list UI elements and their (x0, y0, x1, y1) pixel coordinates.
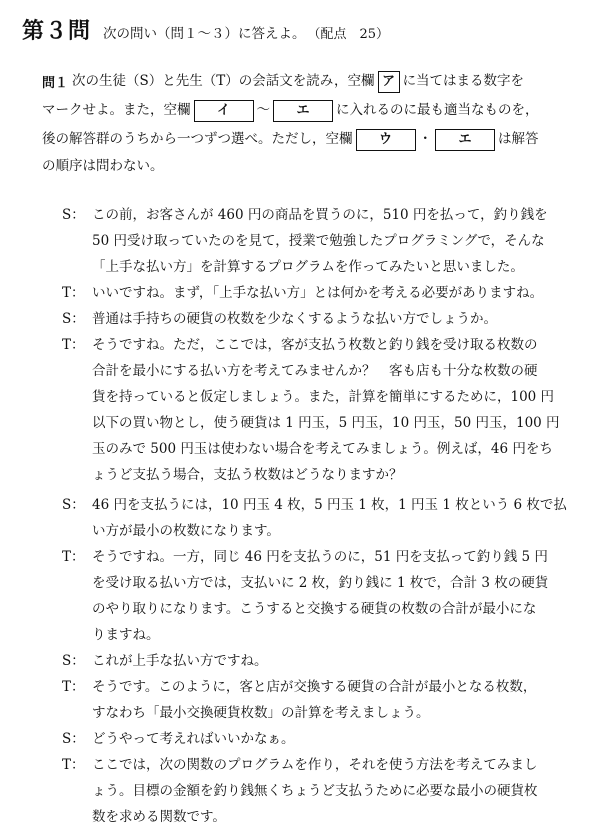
speaker-label: T： (62, 549, 85, 565)
dialogue-text: 貨を持っていると仮定しましょう。また，計算を簡単にするために，100 円 (92, 389, 555, 405)
dialogue-text: 46 円を支払うには，10 円玉 4 枚，5 円玉 1 枚，1 円玉 1 枚という 6 枚で払 (92, 497, 567, 513)
dialogue-text: 50 円受け取っていたのを見て，授業で勉強したプログラミングで，そんな (92, 233, 545, 249)
speaker-label: T： (62, 679, 85, 695)
question-line-1 (72, 69, 524, 93)
dialogue-text: ょうど支払う場合，支払う枚数はどうなりますか？ (92, 467, 403, 483)
dialogue-text: のやり取りになります。こうすると交換する硬貨の枚数の合計が最小にな (92, 601, 537, 617)
speaker-label: S： (62, 311, 85, 327)
section-title: 第３問 (22, 19, 92, 44)
section-header (22, 14, 389, 45)
dialogue-line (62, 648, 268, 674)
points-allocation: （配点 25） (307, 27, 390, 42)
dialogue-text: ここでは，次の関数のプログラムを作り，それを使う方法を考えてみまし (92, 757, 538, 773)
dialogue-text: そうですね。ただ，ここでは，客が支払う枚数と釣り銭を受け取る枚数の (92, 337, 538, 353)
dialogue-text: を受け取る払い方では，支払いに 2 枚，釣り銭に 1 枚で，合計 3 枚の硬貨 (92, 575, 549, 591)
blank-i: イ (194, 100, 254, 122)
dialogue-line (92, 358, 538, 384)
question-label: 問１ (42, 76, 69, 91)
blank-e: エ (273, 100, 333, 122)
question-text: マークせよ。また，空欄 (42, 102, 191, 118)
dialogue-text: いいですね。まず，「上手な払い方」とは何かを考える必要がありますね。 (92, 285, 544, 301)
dialogue-line (92, 228, 545, 254)
blank-a: ア (378, 71, 400, 93)
dialogue-line (92, 778, 538, 804)
dialogue-line (62, 752, 537, 778)
dialogue-text: 「上手な払い方」を計算するプログラムを作ってみたいと思いました。 (92, 259, 524, 275)
dialogue-line (92, 518, 280, 544)
dialogue-line (92, 462, 403, 488)
dialogue-line (62, 544, 548, 570)
speaker-label: S： (62, 497, 85, 513)
dialogue-line (62, 492, 567, 518)
dialogue-text: 普通は手持ちの硬貨の枚数を少なくするような払い方でしょうか。 (92, 311, 497, 327)
question-text: 後の解答群のうちから一つずつ選べ。ただし，空欄 (42, 131, 353, 147)
dialogue-text: い方が最小の枚数になります。 (92, 523, 280, 539)
dialogue-line (62, 202, 548, 228)
dialogue-line (62, 306, 497, 332)
question-text: に入れるのに最も適当なものを， (336, 102, 539, 118)
dialogue-text: ょう。目標の金額を釣り銭無くちょうど支払うために必要な最小の硬貨枚 (92, 783, 538, 799)
dialogue-text: 玉のみで 500 円玉は使わない場合を考えてみましょう。例えば，46 円をち (92, 441, 553, 457)
question-text: 次の生徒（S）と先生（T）の会話文を読み，空欄 (72, 73, 375, 89)
dialogue-line (62, 726, 295, 752)
speaker-label: S： (62, 653, 85, 669)
question-line-4 (42, 154, 164, 178)
dialogue-text: そうですね。一方，同じ 46 円を支払うのに，51 円を支払って釣り銭 5 円 (92, 549, 548, 565)
dialogue-text: 数を求める関数です。 (92, 809, 226, 825)
section-instructions: 次の問い（問１～３）に答えよ。 (103, 26, 306, 42)
dialogue-line (92, 254, 524, 280)
question-text: に当てはまる数字を (402, 73, 525, 89)
dialogue-line (62, 332, 538, 358)
dialogue-text: 以下の買い物とし，使う硬貨は 1 円玉，5 円玉，10 円玉，50 円玉，100 円 (92, 415, 560, 431)
dialogue-text: りますね。 (92, 627, 160, 643)
speaker-label: T： (62, 757, 85, 773)
question-text: の順序は問わない。 (42, 158, 164, 174)
speaker-label: S： (62, 207, 85, 223)
dialogue-text: すなわち「最小交換硬貨枚数」の計算を考えましょう。 (92, 705, 430, 721)
dialogue-text: 合計を最小にする払い方を考えてみませんか？ 客も店も十分な枚数の硬 (92, 363, 538, 379)
dialogue-line (92, 700, 430, 726)
dialogue-line (92, 570, 548, 596)
speaker-label: T： (62, 285, 85, 301)
separator-dot: ・ (418, 131, 432, 147)
question-text: は解答 (498, 131, 539, 147)
blank-u: ウ (356, 129, 416, 151)
dialogue-line (92, 804, 226, 830)
dialogue-line (92, 410, 560, 436)
question-line-3 (42, 127, 539, 151)
dialogue-line (62, 674, 536, 700)
tilde: ～ (256, 102, 270, 118)
speaker-label: S： (62, 731, 85, 747)
dialogue-text: どうやって考えればいいかなぁ。 (92, 731, 295, 747)
dialogue-text: この前，お客さんが 460 円の商品を買うのに，510 円を払って，釣り銭を (92, 207, 548, 223)
dialogue-line (62, 280, 543, 306)
dialogue-line (92, 596, 536, 622)
dialogue-line (92, 622, 160, 648)
dialogue-text: これが上手な払い方ですね。 (92, 653, 268, 669)
blank-e-2: エ (435, 129, 495, 151)
dialogue-line (92, 436, 553, 462)
dialogue-line (92, 384, 554, 410)
question-line-2 (42, 98, 539, 122)
speaker-label: T： (62, 337, 85, 353)
dialogue-text: そうです。このように，客と店が交換する硬貨の合計が最小となる枚数， (92, 679, 537, 695)
